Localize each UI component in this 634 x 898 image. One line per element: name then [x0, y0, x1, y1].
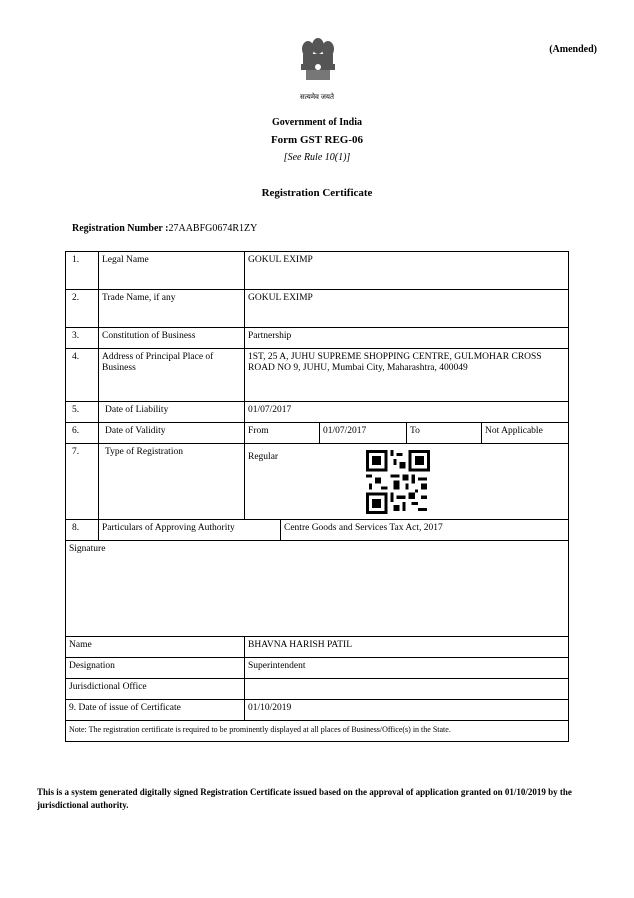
legal-name-value: GOKUL EXIMP [245, 252, 569, 290]
table-row [66, 252, 569, 290]
validity-label: Date of Validity [99, 423, 245, 444]
registration-number [72, 223, 257, 234]
registration-type-label: Type of Registration [99, 444, 245, 520]
issue-date-value: 01/10/2019 [245, 700, 569, 721]
registration-type-cell [245, 444, 569, 520]
constitution-label: Constitution of Business [99, 328, 245, 349]
form-heading: Form GST REG-06 [270, 134, 364, 146]
row-number: 2. [66, 290, 99, 328]
table-row [66, 700, 569, 721]
national-emblem-icon [294, 34, 342, 98]
validity-from-value: 01/07/2017 [320, 423, 407, 444]
table-row [66, 721, 569, 742]
table-row [66, 349, 569, 402]
registration-number-value: 27AABFG0674R1ZY [168, 223, 258, 234]
approving-authority-label: Particulars of Approving Authority [99, 520, 281, 541]
validity-from-label: From [245, 423, 320, 444]
row-number: 6. [66, 423, 99, 444]
trade-name-label: Trade Name, if any [99, 290, 245, 328]
display-note: Note: The registration certificate is required to be prominently displayed at all places of Business/Office(s) in the State. [66, 721, 569, 742]
liability-date-value: 01/07/2017 [245, 402, 569, 423]
trade-name-value: GOKUL EXIMP [245, 290, 569, 328]
certificate-title: Registration Certificate [261, 187, 373, 199]
qr-code-icon [366, 450, 430, 514]
row-number: 7. [66, 444, 99, 520]
address-value: 1ST, 25 A, JUHU SUPREME SHOPPING CENTRE, GULMOHAR CROSS ROAD NO 9, JUHU, Mumbai City, Maharashtra, 400049 [245, 349, 569, 402]
issue-date-label: 9. Date of issue of Certificate [66, 700, 245, 721]
table-row [66, 290, 569, 328]
table-row [66, 444, 569, 520]
jurisdictional-office-value [245, 679, 569, 700]
officer-name-value: BHAVNA HARISH PATIL [245, 637, 569, 658]
emblem-caption: सत्यमेव जयते [300, 93, 334, 101]
designation-value: Superintendent [245, 658, 569, 679]
row-number: 1. [66, 252, 99, 290]
system-generated-notice: This is a system generated digitally signed Registration Certificate issued based on the approval of application granted on 01/10/2019 by the jurisdictional authority. [37, 787, 572, 810]
jurisdictional-office-label: Jurisdictional Office [66, 679, 245, 700]
table-row [66, 402, 569, 423]
liability-date-label: Date of Liability [99, 402, 245, 423]
legal-name-label: Legal Name [99, 252, 245, 290]
row-number: 8. [66, 520, 99, 541]
validity-to-value: Not Applicable [482, 423, 569, 444]
rule-reference: [See Rule 10(1)] [283, 152, 351, 163]
registration-number-label: Registration Number : [72, 223, 169, 234]
designation-label: Designation [66, 658, 245, 679]
certificate-table [65, 251, 569, 742]
table-row [66, 328, 569, 349]
table-row [66, 679, 569, 700]
validity-to-label: To [407, 423, 482, 444]
table-row [66, 637, 569, 658]
approving-authority-value: Centre Goods and Services Tax Act, 2017 [281, 520, 569, 541]
row-number: 5. [66, 402, 99, 423]
constitution-value: Partnership [245, 328, 569, 349]
table-row [66, 520, 569, 541]
table-row [66, 658, 569, 679]
table-row [66, 423, 569, 444]
amended-label: (Amended) [549, 44, 597, 55]
row-number: 4. [66, 349, 99, 402]
address-label: Address of Principal Place of Business [99, 349, 245, 402]
table-row [66, 541, 569, 637]
row-number: 3. [66, 328, 99, 349]
registration-type-value: Regular [248, 452, 279, 462]
government-heading: Government of India [272, 117, 362, 128]
signature-box: Signature [66, 541, 569, 637]
officer-name-label: Name [66, 637, 245, 658]
